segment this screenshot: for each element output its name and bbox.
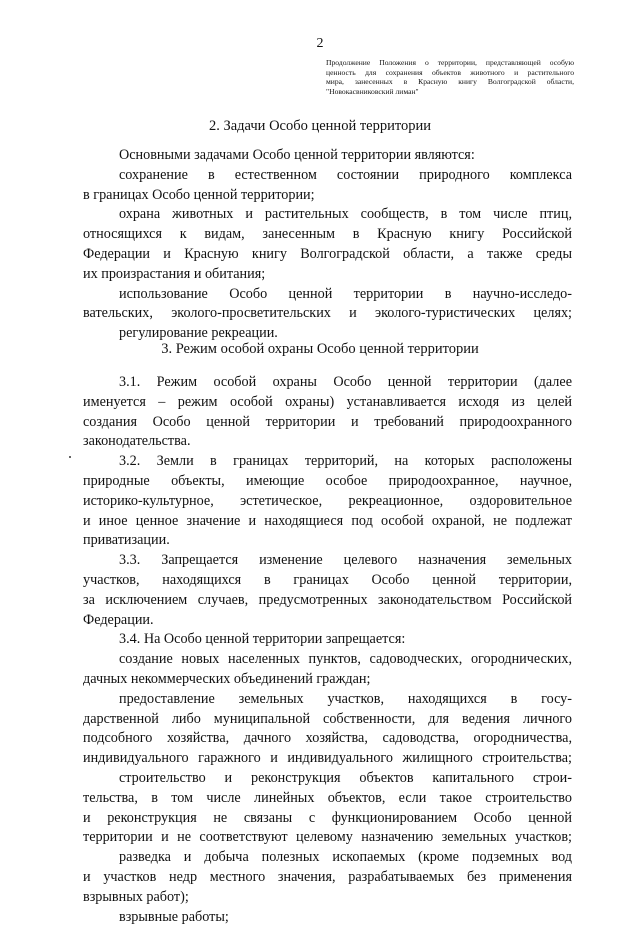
paragraph-line: и участков недр местного значения, разрабатываемых без применения	[83, 868, 572, 885]
paragraph-line: сохранение в естественном состоянии природного комплекса	[119, 166, 572, 183]
header-note-line: мира, занесенных в Красную книгу Волгоградской области,	[326, 77, 574, 87]
paragraph-line: использование Особо ценной территории в научно-исследо-	[119, 285, 572, 302]
paragraph-line: относящихся к видам, занесенным в Красную книгу Российской	[83, 226, 572, 243]
paragraph-line: приватизации.	[83, 532, 170, 549]
header-note-line: ценность для сохранения объектов животного и растительного	[326, 67, 574, 77]
paragraph-line: территории и не соответствуют целевому назначению земельных участков;	[83, 829, 572, 846]
paragraph-line: и реконструкция не связаны с функционированием Особо ценной	[83, 809, 572, 826]
section-3-title: 3. Режим особой охраны Особо ценной территории	[161, 341, 479, 357]
section-2-body	[83, 146, 572, 344]
paragraph-line: 3.3. Запрещается изменение целевого назначения земельных	[119, 552, 572, 569]
page-number: 2	[316, 36, 324, 51]
paragraph-line: и иное ценное значение и находящиеся под особой охраной, не подлежат	[83, 512, 572, 529]
paragraph-line: тельства, в том числе линейных объектов, если такое строительство	[83, 789, 572, 806]
paragraph-line: регулирование рекреации.	[119, 325, 278, 342]
paragraph-line: Федерации и Красную книгу Волгоградской области, а также среды	[83, 245, 572, 262]
paragraph-line: Основными задачами Особо ценной территории являются:	[119, 147, 475, 163]
paragraph-line: предоставление земельных участков, находящихся в госу-	[119, 690, 572, 707]
paragraph-line: Федерации.	[83, 611, 154, 628]
paragraph-line: взрывные работы;	[119, 908, 229, 925]
paragraph-line: охрана животных и растительных сообществ, в том числе птиц,	[119, 206, 572, 223]
section-3-body	[83, 373, 572, 927]
paragraph-line: подсобного хозяйства, дачного хозяйства, садоводства, огородничества,	[83, 730, 572, 747]
paragraph-line: 3.1. Режим особой охраны Особо ценной территории (далее	[119, 374, 572, 390]
paragraph-line: 3.2. Земли в границах территорий, на которых расположены	[119, 453, 572, 470]
paragraph-line: строительство и реконструкция объектов капитального строи-	[119, 769, 572, 786]
paragraph-line: дачных некоммерческих объединений граждан;	[83, 670, 371, 687]
paragraph-line: индивидуального гаражного и индивидуального жилищного строительства;	[83, 750, 572, 767]
paragraph-line: взрывных работ);	[83, 888, 189, 905]
paragraph-line: дарственной либо муниципальной собственности, для ведения личного	[83, 710, 572, 727]
paragraph-line: за исключением случаев, предусмотренных законодательством Российской	[83, 591, 572, 608]
paragraph-line: их произрастания и обитания;	[83, 265, 266, 282]
document-header-note	[326, 58, 574, 96]
section-2-title: 2. Задачи Особо ценной территории	[208, 118, 432, 134]
paragraph-line: именуется – режим особой охраны) устанавливается исходя из целей	[83, 393, 572, 410]
paragraph-line: участков, находящихся в границах Особо ценной территории,	[83, 571, 572, 588]
paragraph-line: 3.4. На Особо ценной территории запрещается:	[119, 631, 406, 648]
scan-speck	[69, 456, 71, 458]
paragraph-line: законодательства.	[83, 433, 191, 450]
paragraph-line: создания Особо ценной территории и требований природоохранного	[83, 413, 572, 430]
paragraph-line: разведка и добыча полезных ископаемых (кроме подземных вод	[119, 849, 572, 866]
header-note-line: Продолжение Положения о территории, представляющей особую	[326, 58, 574, 67]
paragraph-line: в границах Особо ценной территории;	[83, 186, 315, 203]
header-note-line: "Новокасвниковский лиман"	[326, 86, 419, 96]
paragraph-line: природные объекты, имеющие особое природоохранное, научное,	[83, 472, 572, 489]
paragraph-line: историко-культурное, эстетическое, рекреационное, оздоровительное	[83, 492, 572, 509]
paragraph-line: вательских, эколого-просветительских и эколого-туристических целях;	[83, 305, 572, 322]
paragraph-line: создание новых населенных пунктов, садоводческих, огороднических,	[119, 651, 572, 668]
